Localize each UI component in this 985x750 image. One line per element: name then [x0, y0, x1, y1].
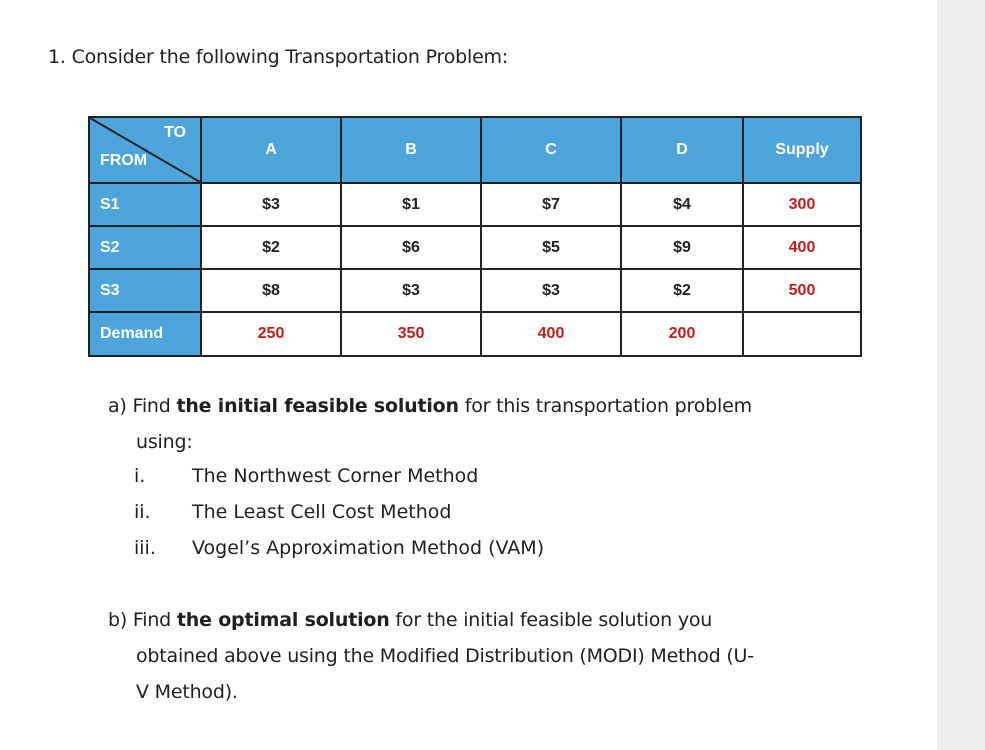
list-text: The Northwest Corner Method	[192, 465, 479, 487]
table-row	[89, 183, 861, 226]
supply-cell: 500	[743, 269, 861, 312]
demand-label: Demand	[89, 312, 201, 356]
row-label: S3	[89, 269, 201, 312]
list-text: Vogel’s Approximation Method (VAM)	[192, 537, 545, 559]
cost-cell: $8	[201, 269, 341, 312]
supply-cell: 400	[743, 226, 861, 269]
column-header-b: B	[341, 117, 481, 183]
part-a-line2: using:	[136, 431, 193, 453]
demand-cell: 200	[621, 312, 743, 356]
methods-list	[134, 458, 544, 566]
cost-cell: $9	[621, 226, 743, 269]
column-header-supply: Supply	[743, 117, 861, 183]
row-label: S2	[89, 226, 201, 269]
cost-cell: $3	[481, 269, 621, 312]
table-corner-header	[89, 117, 201, 183]
list-number: iii.	[134, 537, 156, 559]
list-item	[134, 494, 544, 530]
list-number: ii.	[134, 501, 151, 523]
list-text: The Least Cell Cost Method	[192, 501, 452, 523]
transportation-table	[88, 116, 862, 357]
empty-cell	[743, 312, 861, 356]
cost-cell: $1	[341, 183, 481, 226]
cost-cell: $5	[481, 226, 621, 269]
cost-cell: $2	[621, 269, 743, 312]
cost-cell: $3	[341, 269, 481, 312]
demand-cell: 250	[201, 312, 341, 356]
cost-cell: $4	[621, 183, 743, 226]
part-b-line3: V Method).	[136, 681, 238, 703]
part-a-suffix: for this transportation problem	[458, 395, 752, 417]
cost-cell: $7	[481, 183, 621, 226]
list-number: i.	[134, 465, 146, 487]
list-item	[134, 458, 544, 494]
column-header-a: A	[201, 117, 341, 183]
part-b-bold: the optimal solution	[176, 609, 390, 631]
demand-row	[89, 312, 861, 356]
table-row	[89, 226, 861, 269]
part-b-suffix: for the initial feasible solution you	[389, 609, 713, 631]
corner-to-label: TO	[164, 124, 186, 141]
cost-cell: $3	[201, 183, 341, 226]
list-item	[134, 530, 544, 566]
part-a-prefix: a) Find	[108, 395, 177, 417]
cost-cell: $6	[341, 226, 481, 269]
corner-from-label: FROM	[100, 152, 148, 169]
part-b	[108, 602, 868, 710]
table-row	[89, 269, 861, 312]
demand-cell: 350	[341, 312, 481, 356]
part-a-bold: the initial feasible solution	[176, 395, 459, 417]
question-title: 1. Consider the following Transportation Problem:	[48, 46, 509, 68]
row-label: S1	[89, 183, 201, 226]
scrollbar-track[interactable]	[937, 0, 985, 750]
column-header-d: D	[621, 117, 743, 183]
column-header-c: C	[481, 117, 621, 183]
cost-cell: $2	[201, 226, 341, 269]
part-b-prefix: b) Find	[108, 609, 177, 631]
part-b-line2: obtained above using the Modified Distribution (MODI) Method (U-	[136, 645, 754, 667]
part-a	[108, 388, 868, 460]
demand-cell: 400	[481, 312, 621, 356]
supply-cell: 300	[743, 183, 861, 226]
